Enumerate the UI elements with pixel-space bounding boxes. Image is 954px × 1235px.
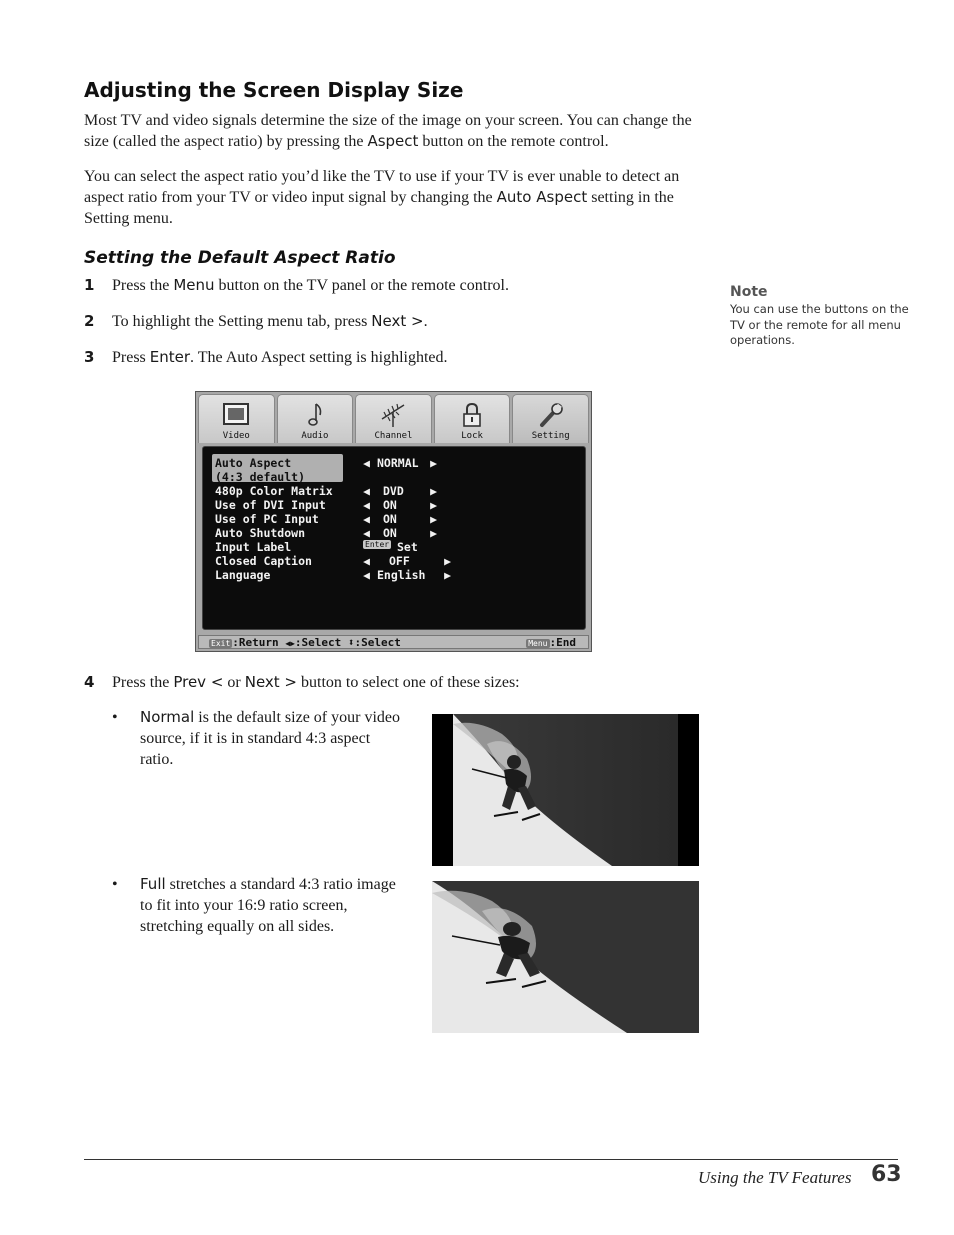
prev-button-ref: Prev < [173,673,224,691]
arrow-right-icon: ▶ [430,484,437,498]
row-name: Use of PC Input [215,512,319,526]
tv-icon [221,401,251,429]
step-text: . The Auto Aspect setting is highlighted. [190,349,448,366]
row-name: Closed Caption [215,554,312,568]
row-name: Language [215,568,271,582]
row-value-text: ON [383,526,397,540]
auto-aspect-text-2: setting in the Setting menu. [84,189,674,227]
arrow-right-icon: ▶ [430,512,437,526]
wrench-icon [536,401,566,429]
tv-settings-menu [195,391,592,652]
step-text: Press [112,349,150,366]
tab-label: Channel [374,431,413,441]
footer-chapter-title: Using the TV Features [698,1168,852,1187]
arrow-right-icon: ▶ [430,526,437,540]
row-value-text: DVD [383,484,404,498]
music-note-icon [300,401,330,429]
row-name: (4:3 default) [215,470,306,484]
step-text: Press the [112,674,174,691]
step-number: 3 [84,348,95,366]
arrow-left-icon: ◀ [363,498,370,512]
side-note [730,284,910,349]
skier-image-normal [432,714,699,866]
skier-image-full [432,881,699,1033]
arrow-left-icon: ◀ [363,568,370,582]
status-end [526,636,576,649]
step-number: 4 [84,673,95,691]
arrow-right-icon: ▶ [430,498,437,512]
arrow-right-icon: ▶ [444,568,451,582]
full-aspect-image [432,881,699,1033]
auto-aspect-paragraph [84,166,709,229]
left-right-arrows-icon: ◀▶ [285,639,295,648]
tab-label: Video [222,431,250,441]
step-number: 2 [84,312,95,330]
page-number: 63 [871,1162,902,1187]
padlock-icon [457,401,487,429]
note-title: Note [730,284,768,300]
tab-video [198,394,275,443]
step-text: . [423,313,428,330]
status-text: :Return [232,636,279,649]
bullet-text: is the default size of your video source, if it is in standard 4:3 aspect ratio. [140,709,400,768]
menu-key-icon: Menu [528,639,548,648]
normal-aspect-image [432,714,699,866]
subsection-heading: Setting the Default Aspect Ratio [84,248,396,268]
row-name: Input Label [215,540,292,554]
tab-lock [434,394,511,443]
status-text: :Select [354,636,401,649]
row-name: Use of DVI Input [215,498,326,512]
bullet-icon: • [112,709,118,726]
full-mode-ref: Full [140,875,166,893]
next-button-ref: Next > [244,673,297,691]
step-text: button to select one of these sizes: [297,674,520,691]
row-value-text: ON [383,512,397,526]
arrow-right-icon: ▶ [444,554,451,568]
bullet-text: stretches a standard 4:3 ratio image to fit into your 16:9 ratio screen, stretching equally on all sides. [140,876,396,935]
exit-key-icon: Exit [211,639,231,648]
up-down-arrows-icon: ⬍ [347,636,355,649]
tab-setting [512,394,589,443]
tab-label: Lock [461,431,483,441]
auto-aspect-text-1: You can select the aspect ratio you’d like the TV to use if your TV is ever unable to detect an aspect ratio from your TV or video input signal by changing the [84,168,680,206]
row-value-text: OFF [389,554,410,568]
arrow-left-icon: ◀ [363,484,370,498]
row-name: 480p Color Matrix [215,484,333,498]
row-name: Auto Aspect [215,456,292,470]
arrow-right-icon: ▶ [430,456,437,470]
status-text: :Select [294,636,342,649]
step-text: To highlight the Setting menu tab, press [112,313,372,330]
menu-tabs [198,394,589,443]
row-value-text: NORMAL [377,456,419,470]
row-value-text: ON [383,498,397,512]
arrow-left-icon: ◀ [363,526,370,540]
intro-text-1: Most TV and video signals determine the size of the image on your screen. You can change the size (called the aspect ratio) by pressing the [84,112,692,150]
step-text: Press the [112,277,174,294]
menu-button-ref: Menu [173,276,215,294]
row-value-text: English [377,568,426,582]
step-text: button on the TV panel or the remote control. [214,277,509,294]
step-number: 1 [84,276,95,294]
row-value-text: Set [397,540,418,554]
arrow-left-icon: ◀ [363,554,370,568]
note-body: You can use the buttons on the TV or the remote for all menu operations. [730,302,909,347]
antenna-icon [378,401,408,429]
aspect-button-ref: Aspect [367,132,419,150]
row-name: Auto Shutdown [215,526,306,540]
status-hints [209,636,401,649]
status-text: :End [549,636,576,649]
normal-mode-ref: Normal [140,708,195,726]
enter-key-icon: Enter [365,540,390,549]
tab-audio [277,394,354,443]
menu-status-bar [198,635,589,649]
footer-rule [84,1159,898,1160]
section-heading: Adjusting the Screen Display Size [84,78,464,102]
step-text: or [223,674,245,691]
arrow-left-icon: ◀ [363,512,370,526]
arrow-left-icon: ◀ [363,456,370,470]
intro-text-2: button on the remote control. [418,133,609,150]
enter-button-ref: Enter [149,348,191,366]
tab-label: Setting [531,431,570,441]
menu-options-panel [202,446,586,630]
bullet-icon: • [112,876,118,893]
intro-paragraph [84,110,709,152]
tab-label: Audio [301,431,329,441]
tab-channel [355,394,432,443]
next-button-ref: Next > [371,312,424,330]
auto-aspect-ref: Auto Aspect [496,188,588,206]
